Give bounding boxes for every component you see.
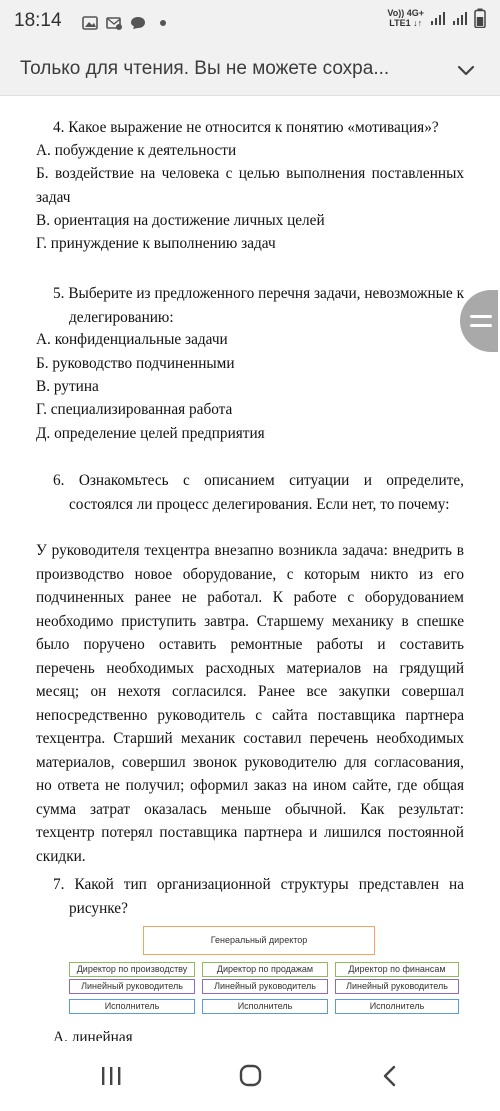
org-director-box: Директор по продажам: [202, 962, 328, 977]
q4-option-a: А. побуждение к деятельности: [36, 142, 237, 159]
org-executor-box: Исполнитель: [335, 999, 459, 1014]
system-indicators: [387, 8, 486, 28]
signal-icon: [430, 10, 446, 26]
question-6: 6. Ознакомьтесь с описанием ситуации и определите, состоялся ли процесс делегирования. Если нет, то почему:: [53, 472, 464, 513]
notification-icons: [82, 14, 166, 32]
org-manager-box: Линейный руководитель: [202, 979, 328, 994]
question-5: 5. Выберите из предложенного перечня задачи, невозможные к делегированию:: [53, 285, 464, 326]
signal-icon: [452, 10, 468, 26]
battery-icon: [474, 8, 486, 28]
chat-bubble-icon: [130, 16, 146, 30]
network-type-bottom: LTE1 ↓↑: [389, 18, 423, 28]
q4-option-d: Г. принуждение к выполнению задач: [36, 235, 276, 252]
org-executor-box: Исполнитель: [202, 999, 328, 1014]
q5-option-c: В. рутина: [36, 378, 99, 395]
image-icon: [82, 16, 98, 30]
org-director-box: Директор по производству: [69, 962, 195, 977]
back-icon[interactable]: [370, 1063, 410, 1089]
status-bar: [0, 0, 500, 44]
q5-option-d: Г. специализированная работа: [36, 401, 233, 418]
q5-option-e: Д. определение целей предприятия: [36, 425, 265, 442]
question-7: 7. Какой тип организационной структуры представлен на рисунке?: [53, 876, 464, 917]
org-director-box: Директор по финансам: [335, 962, 459, 977]
recent-apps-icon[interactable]: [91, 1063, 131, 1089]
muted-call-icon: [106, 16, 122, 30]
banner-title: Только для чтения. Вы не можете сохра...: [20, 58, 390, 79]
navigation-bar: [0, 1041, 500, 1111]
q4-option-c: В. ориентация на достижение личных целей: [36, 212, 325, 229]
q5-option-b: Б. руководство подчиненными: [36, 355, 235, 372]
org-manager-box: Линейный руководитель: [335, 979, 459, 994]
network-type-top: Vo)) 4G+: [387, 8, 424, 18]
home-icon[interactable]: [230, 1063, 270, 1089]
q4-option-b: Б. воздействие на человека с целью выполнения поставленных задач: [36, 165, 464, 206]
question-4: 4. Какое выражение не относится к понятию «мотивация»?: [53, 119, 439, 136]
document-page[interactable]: [0, 96, 500, 1041]
q6-situation-text: У руководителя техцентра внезапно возникла задача: внедрить в производство новое оборудование, с которым никто из его подчиненных ранее не работал. К работе с оборудованием необходимо приступить завтра. Старшему механику в спешке было поручено оставить ремонтные работы и составить перечень необходимых расходных материалов на грядущий месяц; он нехотя согласился. Ранее все закупки совершал непосредственно руководитель с сайта поставщика партнера техцентра. Старший механик составил перечень необходимых материалов, совершил звонок руководителю для согласования, но ответа не получил; оформил заказ на ином сайте, где общая сумма затрат оказалась меньше обычной. Как результат: техцентр потерял поставщика партнера и лишился постоянной скидки.: [36, 542, 464, 865]
status-time: 18:14: [14, 10, 62, 31]
org-manager-box: Линейный руководитель: [69, 979, 195, 994]
read-only-banner[interactable]: [0, 44, 500, 96]
network-indicator: [387, 8, 424, 28]
q5-option-a: А. конфиденциальные задачи: [36, 331, 228, 348]
chevron-down-icon[interactable]: [454, 58, 478, 82]
dot-icon: [160, 20, 166, 26]
org-executor-box: Исполнитель: [69, 999, 195, 1014]
org-top-box: Генеральный директор: [143, 926, 375, 955]
q7-option-a: А. линейная: [53, 1029, 133, 1041]
